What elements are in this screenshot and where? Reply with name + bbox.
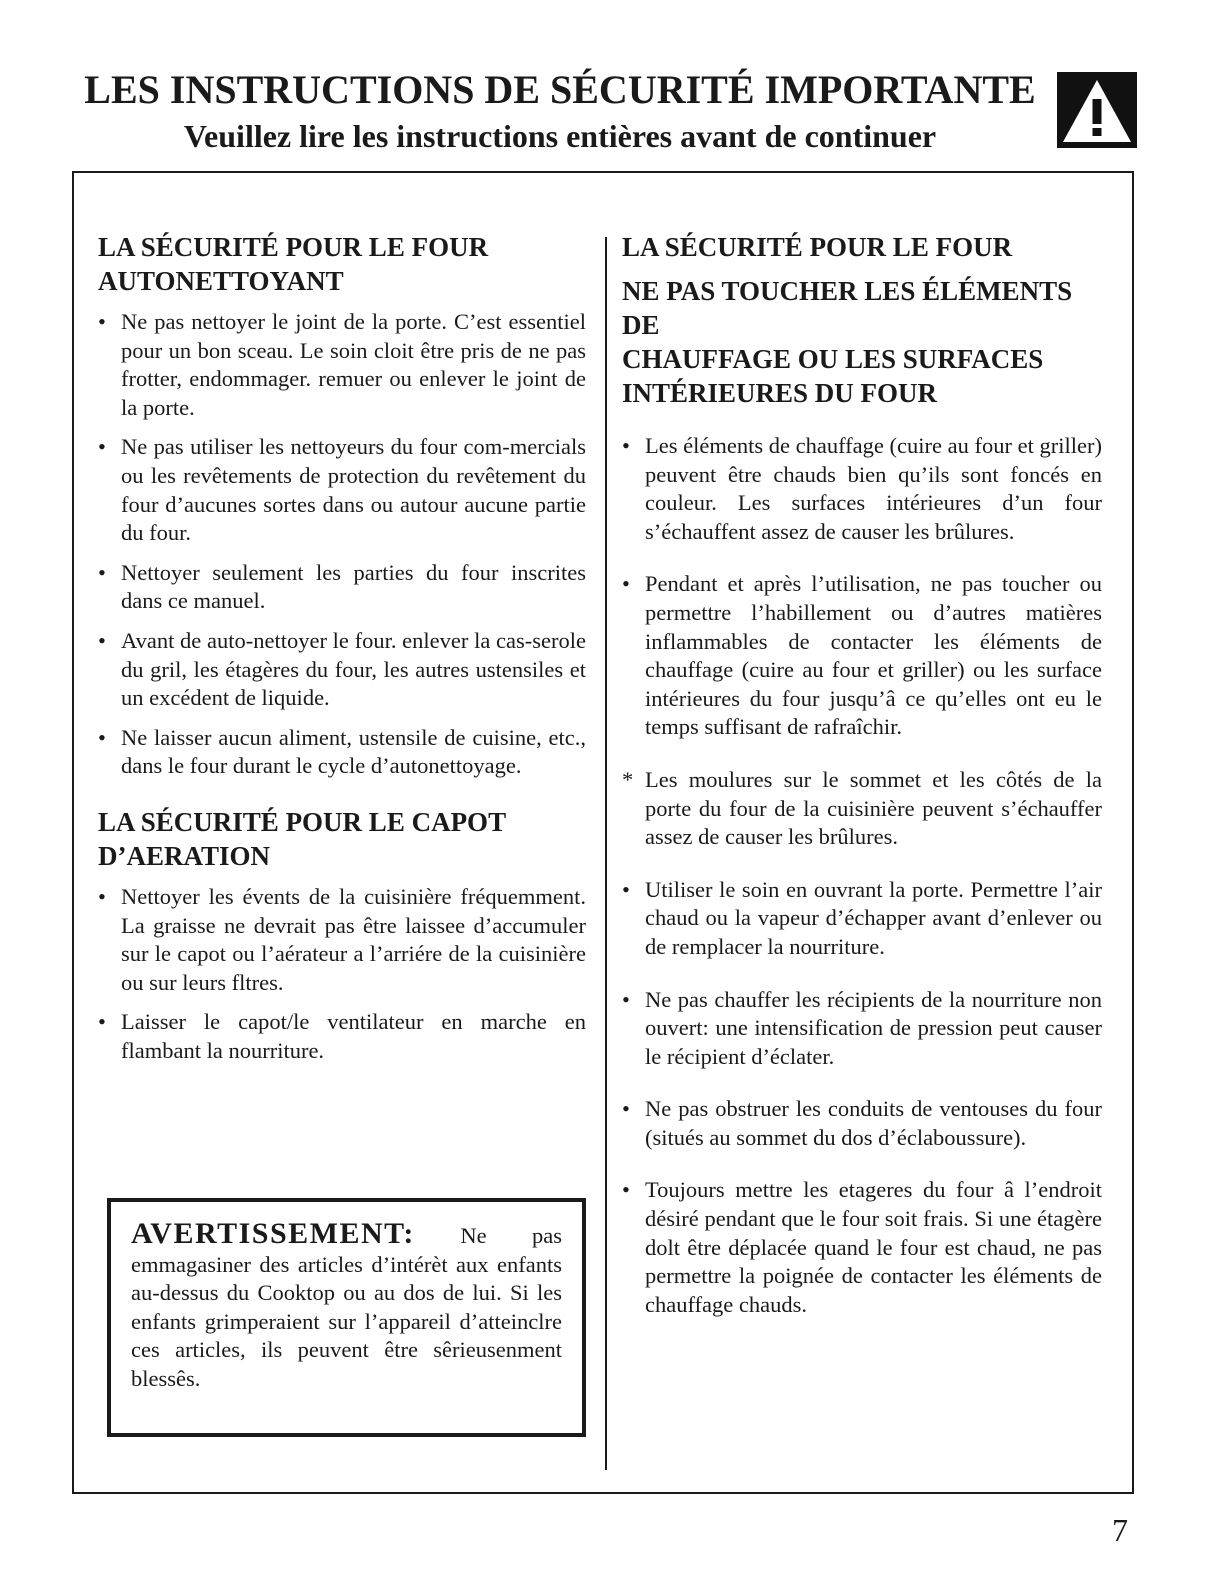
- list-item: • Nettoyer les évents de la cuisinière fréquemment. La graisse ne devrait pas être laissee d’accumuler sur le capot ou l’aérateur a l’arriére de la cuisinière ou sur leurs fltres.: [98, 883, 586, 995]
- list-item: • Nettoyer seulement les parties du four inscrites dans ce manuel.: [98, 559, 586, 614]
- section-heading-self-clean: LA SÉCURITÉ POUR LE FOUR AUTONETTOYANT: [98, 232, 489, 296]
- warning-text: Ne pas emmagasiner des articles d’intérèt aux enfants au-dessus du Cooktop ou au dos de lui. Si les enfants grimperaient sur l’appareil d’atteinclre ces articles, ils peuvent être sêrieusenment blessês.: [131, 1223, 562, 1391]
- section-heading-vent-hood: LA SÉCURITÉ POUR LE CAPOT D’AERATION: [98, 806, 507, 871]
- self-clean-list: [98, 308, 586, 781]
- list-item: • Pendant et après l’utilisation, ne pas toucher ou permettre l’habillement ou d’autres matières inflammables de contacter les éléments de chauffage (cuire au four et griller) ou les surface intérieures du four jusqu’â ce qu’elles ont eu le temps suffisant de rafraîchir.: [622, 571, 1102, 740]
- vent-hood-list: [98, 883, 586, 1066]
- list-item: • Ne pas chauffer les récipients de la nourriture non ouvert: une intensification de pression peut causer le récipient d’éclater.: [622, 986, 1102, 1069]
- list-item: • Ne pas nettoyer le joint de la porte. C’est essentiel pour un bon sceau. Le soin cloit être pris de ne pas frotter, endommager. remuer ou enlever le joint de la porte.: [98, 309, 586, 420]
- warning-box: [107, 1198, 586, 1437]
- list-item: • Ne pas utiliser les nettoyeurs du four com-mercials ou les revêtements de protection du revêtement du four d’aucunes sortes dans ou autour aucune partie du four.: [98, 434, 586, 546]
- warning-label: AVERTISSEMENT:: [131, 1217, 415, 1250]
- right-column: [622, 230, 1102, 1343]
- left-column: [98, 230, 586, 1076]
- section-subheading-do-not-touch: NE PAS TOUCHER LES ÉLÉMENTS DE CHAUFFAGE OU LES SURFACES INTÉRIEURES DU FOUR: [622, 276, 1073, 408]
- list-item: • Toujours mettre les etageres du four â l’endroit désiré pendant que le four soit frais. Si une étagère dolt être déplacée quand le four est chaud, ne pas permettre la poignée de contacter les éléments de chauffage chauds.: [622, 1177, 1102, 1317]
- list-item: • Ne laisser aucun aliment, ustensile de cuisine, etc., dans le four durant le cycle d’autonettoyage.: [98, 724, 586, 779]
- list-item: • Ne pas obstruer les conduits de ventouses du four (situés au sommet du dos d’éclaboussure).: [622, 1096, 1102, 1150]
- page-number: 7: [1112, 1512, 1128, 1548]
- oven-safety-list: [622, 432, 1102, 1319]
- warning-triangle-icon: [1057, 72, 1137, 148]
- section-heading-oven: LA SÉCURITÉ POUR LE FOUR: [622, 232, 1013, 262]
- list-item: • Laisser le capot/le ventilateur en marche en flambant la nourriture.: [98, 1009, 586, 1063]
- list-item: • Avant de auto-nettoyer le four. enlever la cas-serole du gril, les étagères du four, les autres ustensiles et un excédent de liquide.: [98, 627, 586, 711]
- list-item: * Les moulures sur le sommet et les côtés de la porte du four de la cuisinière peuvent s’échauffer assez de causer les brûlures.: [622, 766, 1102, 850]
- column-divider: [605, 237, 607, 1470]
- list-item: • Utiliser le soin en ouvrant la porte. Permettre l’air chaud ou la vapeur d’échapper avant d’enlever ou de remplacer la nourriture.: [622, 876, 1102, 959]
- page-title: LES INSTRUCTIONS DE SÉCURITÉ IMPORTANTE: [84, 67, 1036, 112]
- list-item: • Les éléments de chauffage (cuire au four et griller) peuvent être chauds bien qu’ils sont foncés en couleur. Les surfaces intérieures d’un four s’échauffent assez de causer les brûlures.: [622, 433, 1102, 544]
- page-subtitle: Veuillez lire les instructions entières avant de continuer: [183, 118, 937, 154]
